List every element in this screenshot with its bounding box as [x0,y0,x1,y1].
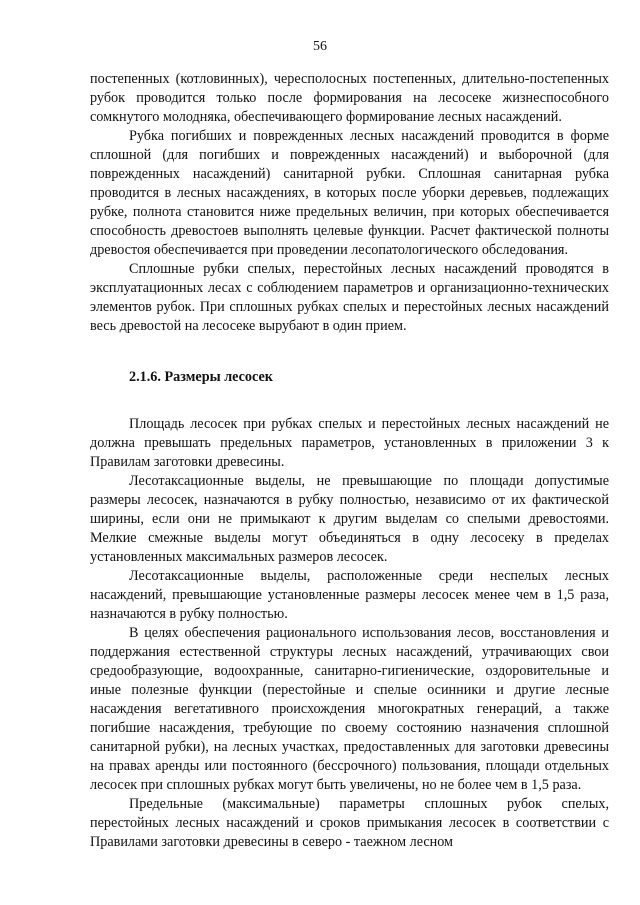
paragraph-clear-cutting: Сплошные рубки спелых, перестойных лесных насаждений проводятся в эксплуатационных лесах с соблюдением параметров и организационно-технических элементов рубок. При сплошных рубках спелых и перестойных лесных насаждений весь древостой на лесосеке вырубают в один прием. [90,261,609,334]
paragraph-forest-inventory-units: Лесотаксационные выделы, не превышающие по площади допустимые размеры лесосек, назначаются в рубку полностью, независимо от их фактической ширины, если они не примыкают к другим выделам со спелыми древостоями. Мелкие смежные выделы могут объединяться в одну лесосеку в пределах установленных максимальных размеров лесосек. [90,473,609,565]
paragraph-max-parameters: Предельные (максимальные) параметры сплошных рубок спелых, перестойных лесных насаждений и сроков примыкания лесосек в соответствии с Правилами заготовки древесины в северо - таежном лесном [90,796,609,850]
spacer [90,336,609,368]
paragraph-immature-stands: Лесотаксационные выделы, расположенные среди неспелых лесных насаждений, превышающие установленные размеры лесосек менее чем в 1,5 раза, назначаются в рубку полностью. [90,568,609,622]
spacer [90,387,609,415]
section-heading: 2.1.6. Размеры лесосек [129,369,273,385]
paragraph-continuation: постепенных (котловинных), чересполосных постепенных, длительно-постепенных рубок проводится только после формирования на лесосеке жизнеспособного сомкнутого молодняка, обеспечивающего формирование лесных насаждений. [90,71,609,125]
paragraph-sanitary-felling: Рубка погибших и поврежденных лесных насаждений проводится в форме сплошной (для погибших и поврежденных насаждений) и выборочной (для поврежденных насаждений) санитарной рубки. Сплошная санитарная рубка проводится в лесных насаждениях, в которых после уборки деревьев, подлежащих рубке, полнота становится ниже предельных величин, при которых обеспечивается способность древостоев выполнять целевые функции. Расчет фактической полноты древостоя обеспечивается при проведении лесопатологического обследования. [90,128,609,258]
paragraph-rational-use: В целях обеспечения рационального использования лесов, восстановления и поддержания естественной структуры лесных насаждений, утрачивающих свои средообразующие, водоохранные, санитарно-гигиенические, оздоровительные и иные полезные функции (перестойные и спелые осинники и другие лесные насаждения вегетативного происхождения многократных генераций, а также погибшие насаждения, требующие по своему состоянию назначения сплошной санитарной рубки), на лесных участках, предоставленных для заготовки древесины на правах аренды или постоянного (бессрочного) пользования, площади отдельных лесосек при сплошных рубках могут быть увеличены, но не более чем в 1,5 раза. [90,625,609,793]
paragraph-cutting-area-size: Площадь лесосек при рубках спелых и перестойных лесных насаждений не должна превышать предельных параметров, установленных в приложении 3 к Правилам заготовки древесины. [90,416,609,470]
page-number: 56 [313,39,327,54]
page-body [90,70,609,852]
